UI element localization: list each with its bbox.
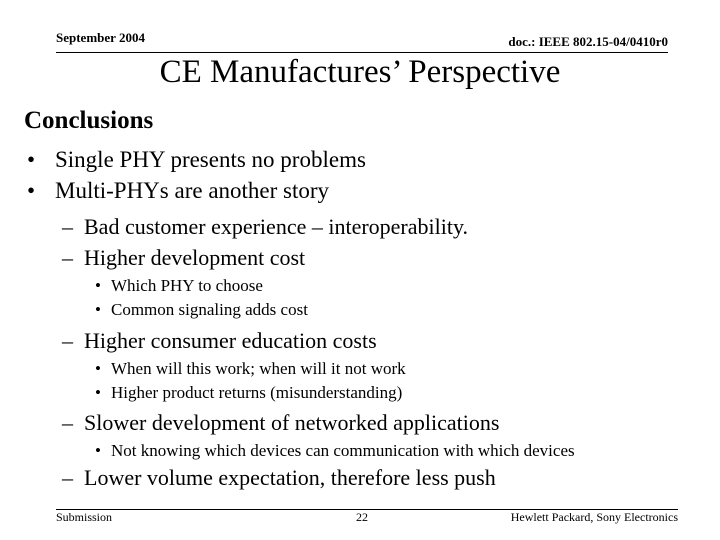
bullet-marker: • xyxy=(95,300,101,319)
bullet-marker: • xyxy=(95,383,101,402)
sub-bullet-bad-experience xyxy=(62,214,468,240)
footer-authors: Hewlett Packard, Sony Electronics xyxy=(510,510,678,524)
bullet-text: Higher consumer education costs xyxy=(84,328,377,353)
bullet-multi-phy xyxy=(27,178,329,204)
bullet-single-phy xyxy=(27,147,366,173)
sub-bullet-dev-cost xyxy=(62,245,305,271)
slide-title: CE Manufactures’ Perspective xyxy=(159,54,561,90)
sub-sub-bullet-which-phy xyxy=(95,276,263,296)
bullet-marker: • xyxy=(95,441,101,460)
sub-sub-bullet-when-work xyxy=(95,359,406,379)
header-doc-id: doc.: IEEE 802.15-04/0410r0 xyxy=(508,34,668,49)
dash-marker: – xyxy=(62,245,73,270)
sub-sub-bullet-not-knowing xyxy=(95,441,575,461)
dash-marker: – xyxy=(62,465,73,490)
bullet-text: Higher development cost xyxy=(84,245,306,270)
header-date: September 2004 xyxy=(56,30,145,45)
footer-submission: Submission xyxy=(56,510,113,524)
sub-sub-bullet-returns xyxy=(95,383,402,403)
dash-marker: – xyxy=(62,214,73,239)
bullet-marker: • xyxy=(95,359,101,378)
bullet-text: Lower volume expectation, therefore less push xyxy=(84,465,496,490)
bullet-text: Multi-PHYs are another story xyxy=(55,178,330,203)
sub-sub-bullet-common-signaling xyxy=(95,300,308,320)
bullet-text: Higher product returns (misunderstanding) xyxy=(111,383,403,402)
bullet-marker: • xyxy=(27,147,36,172)
section-heading: Conclusions xyxy=(24,107,154,134)
bullet-text: Not knowing which devices can communication with which devices xyxy=(111,441,575,460)
bullet-text: When will this work; when will it not work xyxy=(111,359,406,378)
bullet-text: Bad customer experience – interoperability. xyxy=(84,214,469,239)
bullet-marker: • xyxy=(27,178,36,203)
bullet-text: Common signaling adds cost xyxy=(111,300,308,319)
footer-page-number: 22 xyxy=(356,510,368,524)
dash-marker: – xyxy=(62,328,73,353)
sub-bullet-education-costs xyxy=(62,328,377,354)
sub-bullet-lower-volume xyxy=(62,465,496,491)
sub-bullet-slower-dev xyxy=(62,410,499,436)
bullet-text: Single PHY presents no problems xyxy=(55,147,366,172)
bullet-text: Slower development of networked applications xyxy=(84,410,500,435)
dash-marker: – xyxy=(62,410,73,435)
bullet-text: Which PHY to choose xyxy=(111,276,263,295)
header-rule xyxy=(56,52,668,53)
bullet-marker: • xyxy=(95,276,101,295)
